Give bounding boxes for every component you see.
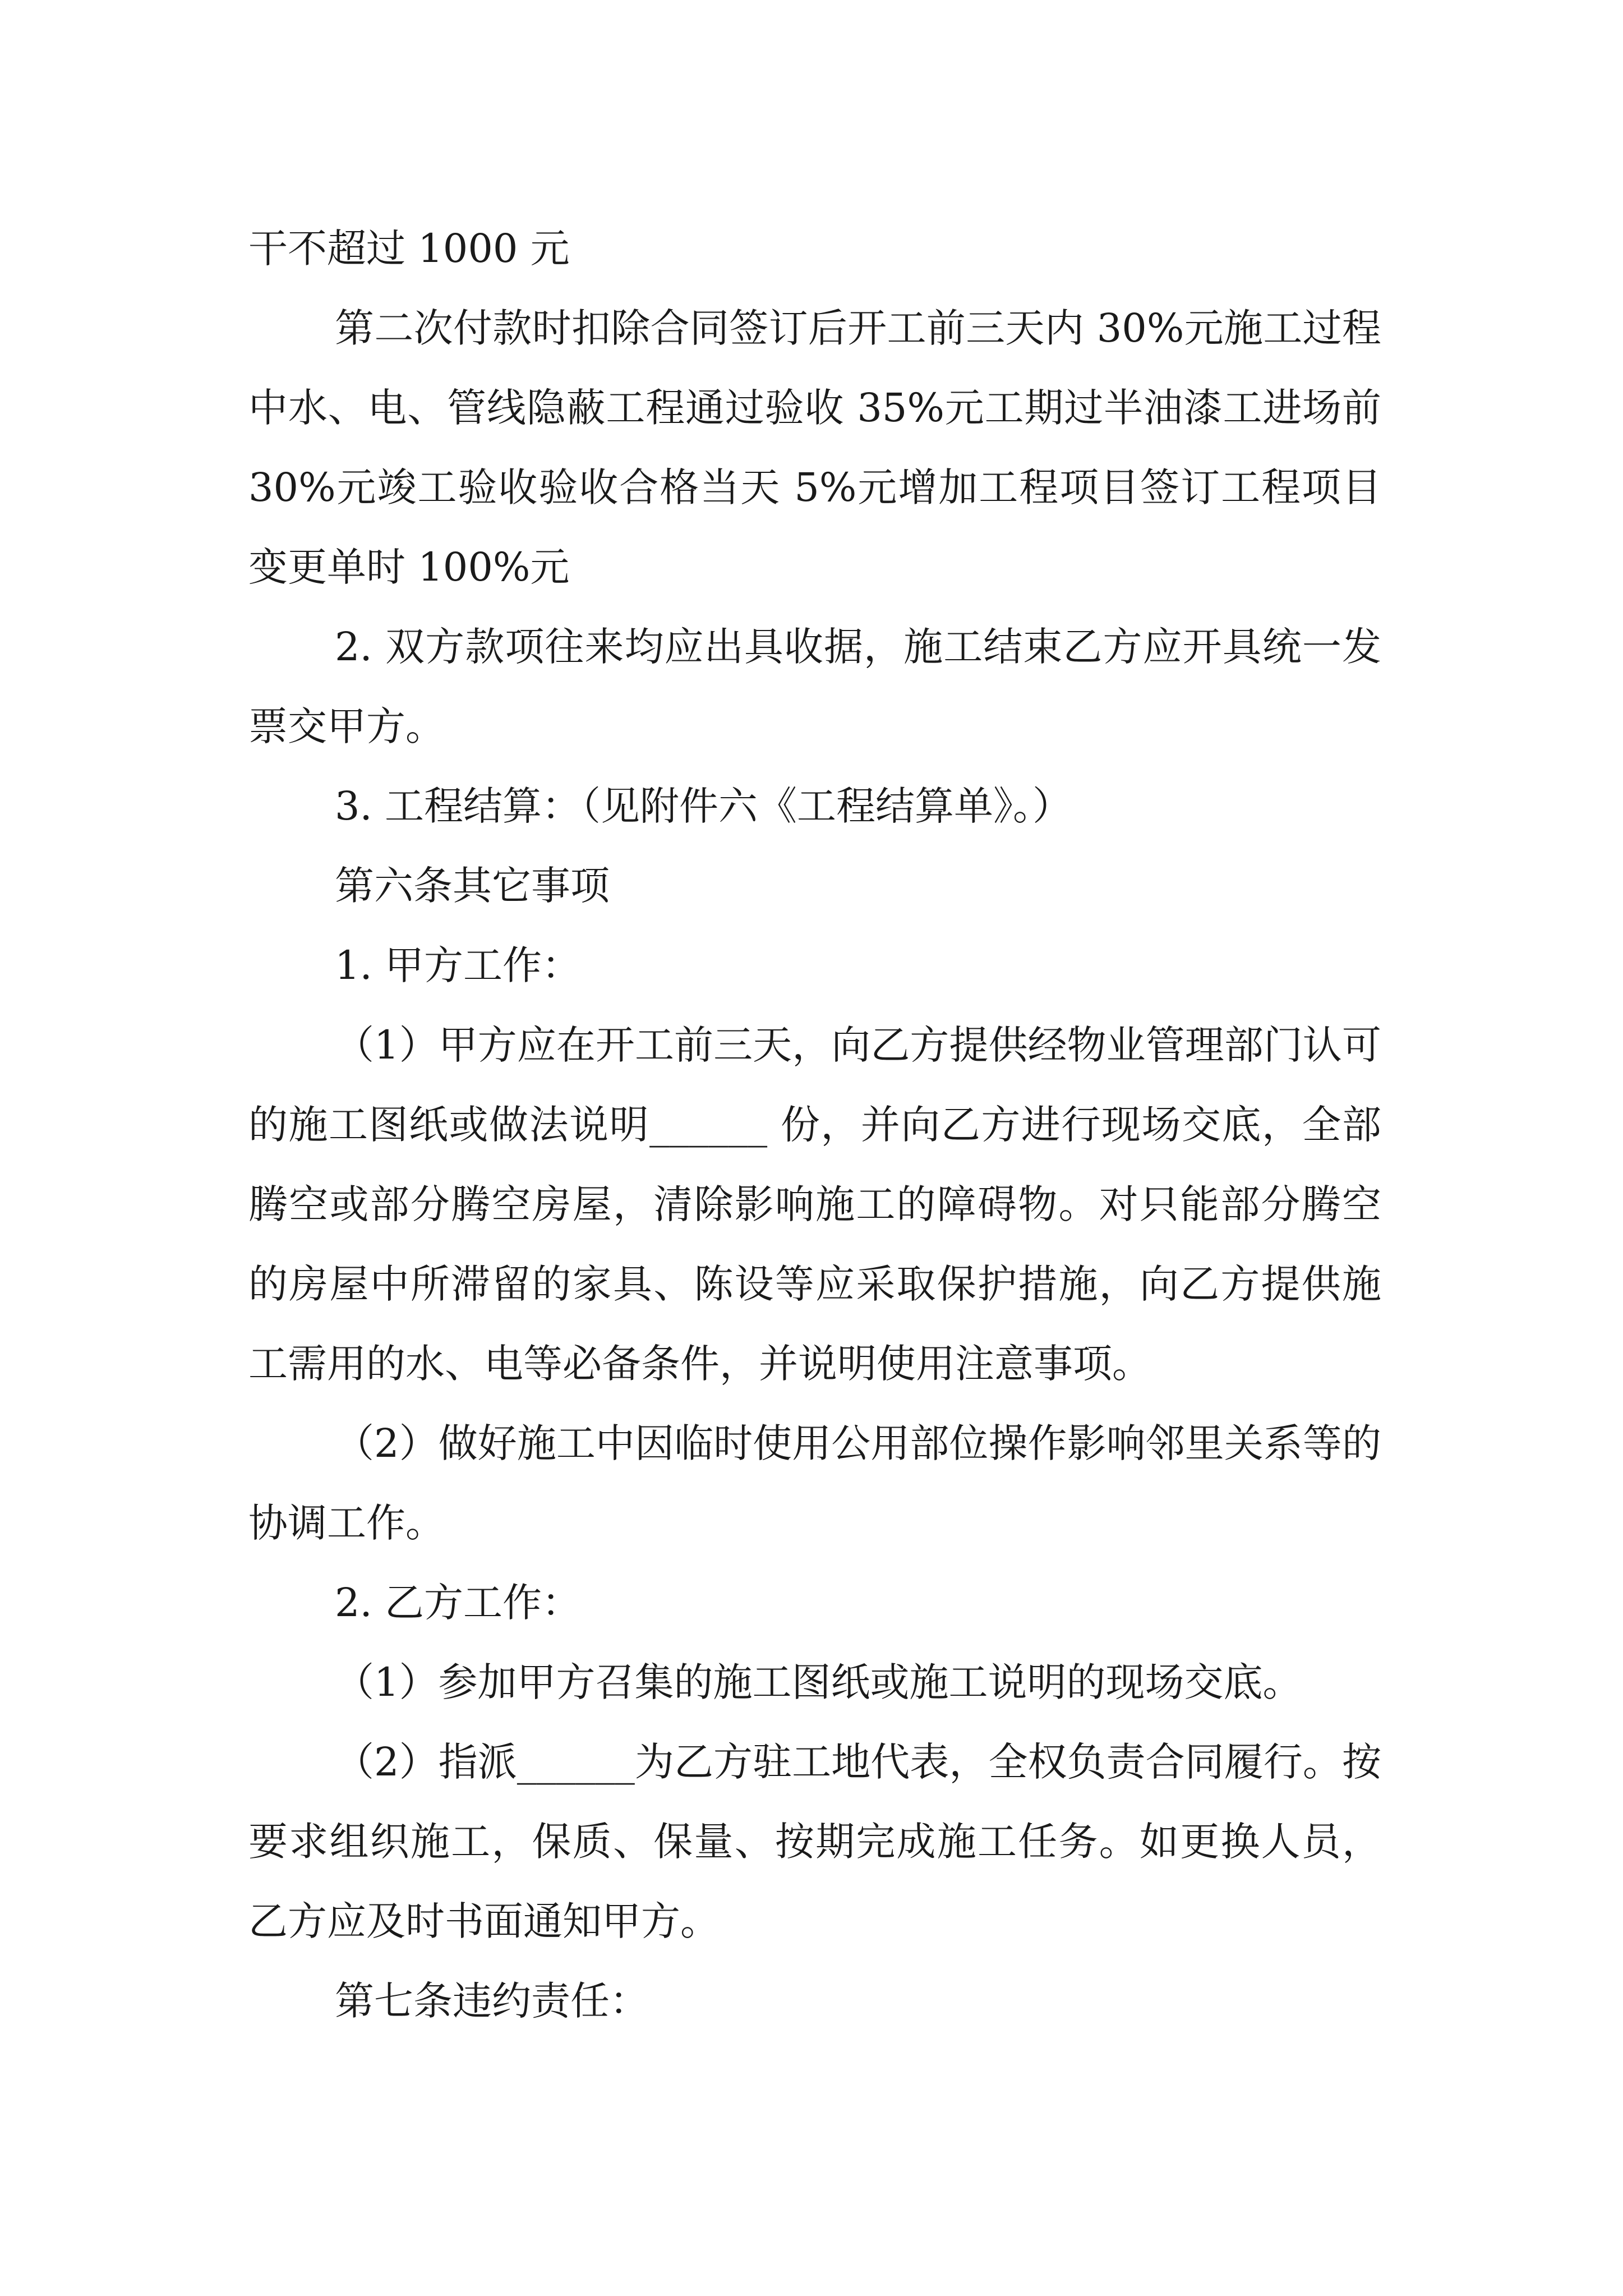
section-heading-article-7: 第七条违约责任： xyxy=(335,1978,649,2024)
subheading-party-a-duties: 1. 甲方工作： xyxy=(335,942,582,988)
document-body xyxy=(248,209,1381,2041)
paragraph-party-a-item-1: （1）甲方应在开工前三天，向乙方提供经物业管理部门认可的施工图纸或做法说明______ 份，并向乙方进行现场交底，全部腾空或部分腾空房屋，清除影响施工的障碍物。对只能部分腾空的房屋中所滞留的家具、陈设等应采取保护措施，向乙方提供施工需用的水、电等必备条件，并说明使用注意事项。 xyxy=(248,1022,1381,1387)
paragraph-payment-cap: 干不超过 1000 元 xyxy=(248,226,570,272)
paragraph-party-a-item-2: （2）做好施工中因临时使用公用部位操作影响邻里关系等的协调工作。 xyxy=(248,1420,1381,1546)
paragraph-party-b-item-1: （1）参加甲方召集的施工图纸或施工说明的现场交底。 xyxy=(335,1659,1302,1705)
section-heading-article-6: 第六条其它事项 xyxy=(335,863,610,909)
paragraph-party-b-item-2: （2）指派______为乙方驻工地代表，全权负责合同履行。按要求组织施工，保质、保量、按期完成施工任务。如更换人员，乙方应及时书面通知甲方。 xyxy=(248,1739,1381,1944)
subheading-party-b-duties: 2. 乙方工作： xyxy=(335,1580,582,1626)
paragraph-receipts-invoice: 2. 双方款项往来均应出具收据，施工结束乙方应开具统一发票交甲方。 xyxy=(248,624,1381,749)
paragraph-settlement: 3. 工程结算：（见附件六《工程结算单》。） xyxy=(335,783,1072,829)
paragraph-payment-schedule: 第二次付款时扣除合同签订后开工前三天内 30%元施工过程中水、电、管线隐蔽工程通过验收 35%元工期过半油漆工进场前 30%元竣工验收验收合格当天 5%元增加工程项目签订工程项目变更单时 100%元 xyxy=(248,305,1381,590)
